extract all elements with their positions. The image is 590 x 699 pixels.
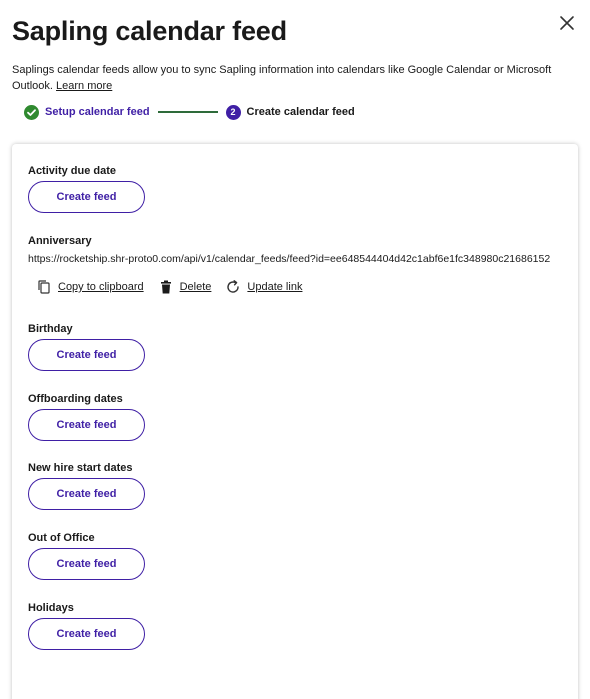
dialog-description	[12, 62, 552, 94]
dialog-title: Sapling calendar feed	[12, 16, 287, 46]
description-text: Saplings calendar feeds allow you to sync Sapling information into calendars like Google Calendar or Microsoft Outlook.	[12, 64, 552, 92]
update-link-button[interactable]	[225, 279, 302, 295]
step-number-badge: 2	[226, 105, 241, 120]
anniversary-feed-url: https://rocketship.shr-proto0.com/api/v1/calendar_feeds/feed?id=ee648544404d42c1abf6e1fc348980c21686152	[28, 253, 551, 265]
copy-to-clipboard-button[interactable]	[36, 279, 144, 295]
anniversary-actions	[36, 278, 316, 296]
birthday-label: Birthday	[28, 323, 73, 335]
activity-due-date-label: Activity due date	[28, 165, 117, 177]
delete-label: Delete	[179, 281, 212, 293]
check-circle-icon	[24, 105, 39, 120]
create-feed-offboarding-button[interactable]: Create feed	[28, 409, 145, 441]
step-setup-label[interactable]: Setup calendar feed	[45, 106, 150, 118]
create-feed-birthday-button[interactable]: Create feed	[28, 339, 145, 371]
learn-more-link[interactable]: Learn more	[56, 80, 113, 92]
out-of-office-label: Out of Office	[28, 532, 95, 544]
holidays-label: Holidays	[28, 602, 74, 614]
feeds-card	[12, 144, 578, 699]
copy-label: Copy to clipboard	[58, 281, 144, 293]
offboarding-dates-label: Offboarding dates	[28, 393, 123, 405]
delete-button[interactable]	[158, 279, 212, 295]
create-feed-activity-button[interactable]: Create feed	[28, 181, 145, 213]
refresh-icon	[225, 279, 241, 295]
trash-icon	[158, 279, 174, 295]
new-hire-start-dates-label: New hire start dates	[28, 462, 133, 474]
create-feed-new-hire-button[interactable]: Create feed	[28, 478, 145, 510]
step-create-label: Create calendar feed	[246, 106, 355, 118]
close-icon	[556, 12, 578, 34]
anniversary-label: Anniversary	[28, 235, 92, 247]
create-feed-out-of-office-button[interactable]: Create feed	[28, 548, 145, 580]
create-feed-holidays-button[interactable]: Create feed	[28, 618, 145, 650]
close-button[interactable]	[556, 12, 578, 34]
step-connector	[158, 111, 218, 113]
stepper	[24, 104, 355, 120]
copy-icon	[36, 279, 52, 295]
update-link-label: Update link	[247, 281, 303, 293]
